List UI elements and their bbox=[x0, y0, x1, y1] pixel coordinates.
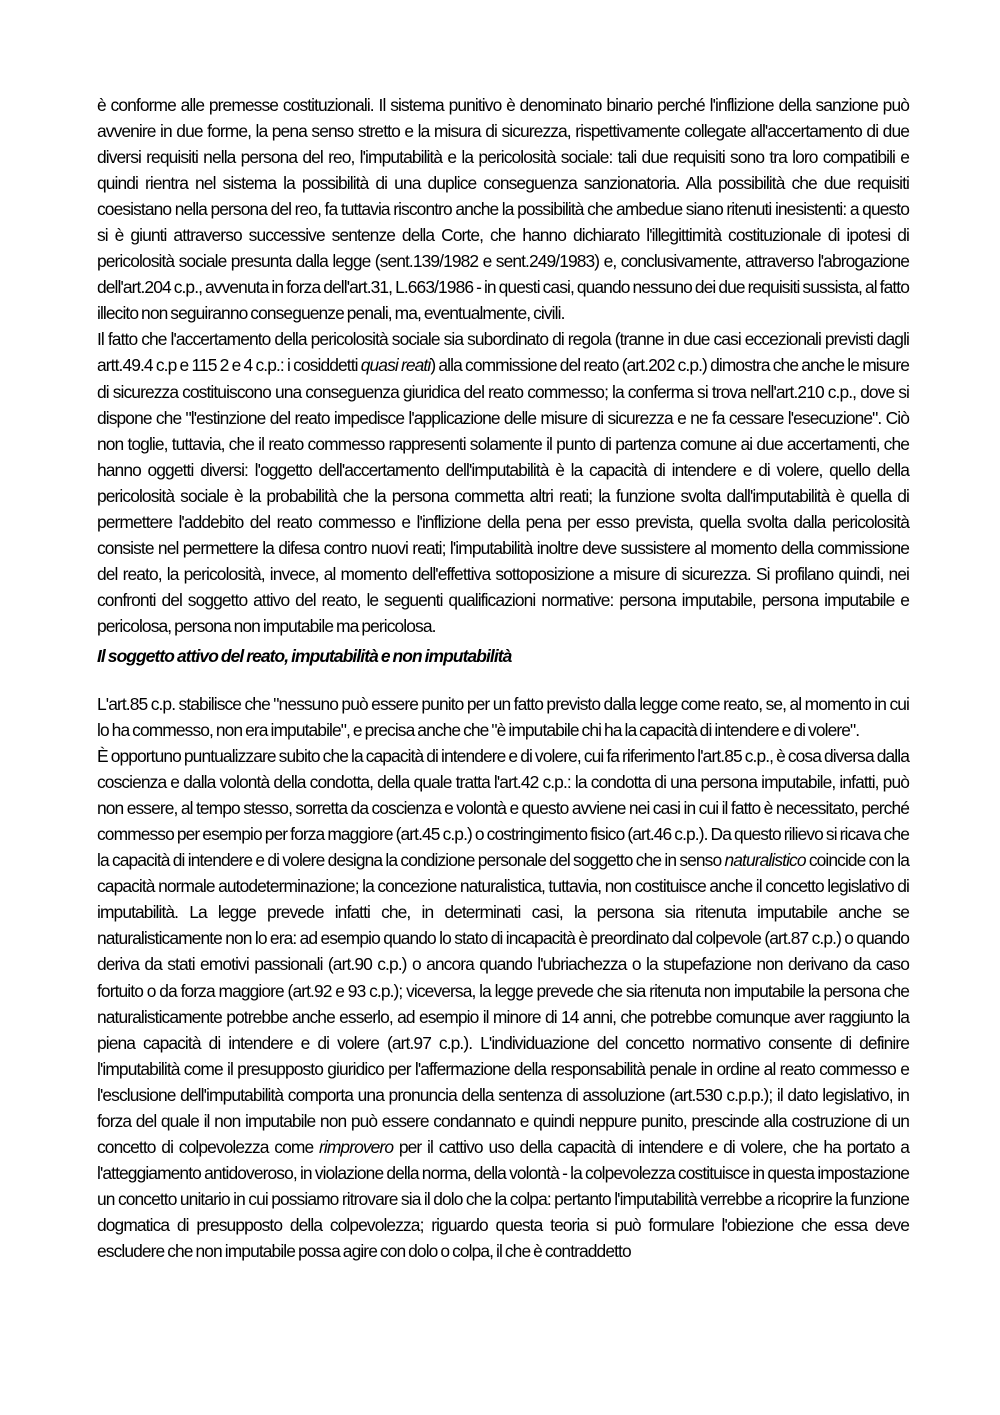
paragraph-text: per il cattivo uso della capacità di intendere e di volere, che ha portato a l'atteggiamento antidoveroso, in violazione della norma, della volontà - la colpevolezza costituisce in questa impostazione un concetto unitario in cui possiamo ritrovare sia il dolo che la colpa: pertanto l'imputabilità verrebbe a ricoprire la funzione dogmatica di presupposto della colpevolezza; riguardo questa teoria si può formulare l'obiezione che essa deve escludere che non imputabile possa agire con dolo o colpa, il che è contraddetto bbox=[97, 1136, 909, 1261]
paragraph-text: coincide con la capacità normale autodeterminazione; la concezione naturalistica, tuttavia, non costituisce anche il concetto legislativo di imputabilità. La legge prevede infatti che, in determinati casi, la persona sia ritenuta imputabile anche se naturalisticamente non lo era: ad esempio quando lo stato di incapacità è preordinato dal colpevole (art.87 c.p.) o quando deriva da stati emotivi passionali (art.90 c.p.) o ancora quando l'ubriachezza o la stupefazione non derivano da caso fortuito o da forza maggiore (art.92 e 93 c.p.); viceversa, la legge prevede che sia ritenuta non imputabile la persona che naturalisticamente potrebbe anche esserlo, ad esempio il minore di 14 anni, che potrebbe comunque aver raggiunto la piena capacità di intendere e di volere (art.97 c.p.). L'individuazione del concetto normativo consente di definire l'imputabilità come il presupposto giuridico per l'affermazione della responsabilità penale in ordine al reato commesso e l'esclusione dell'imputabilità comporta una pronuncia della sentenza di assoluzione (art.530 c.p.p.); il dato legislativo, in forza del quale il non imputabile non può essere condannato e quindi neppure punito, prescinde alla costruzione di un concetto di colpevolezza come bbox=[97, 850, 909, 1157]
italic-term-rimprovero: rimprovero bbox=[318, 1136, 394, 1157]
document-page bbox=[97, 92, 909, 1264]
italic-term-quasi-reati: quasi reati bbox=[360, 355, 431, 376]
paragraph-text: Il fatto che l'accertamento della pericolosità sociale sia subordinato di regola (tranne in due casi eccezionali previsti dagli artt.49.4 c.p e 115 2 e 4 c.p.: i cosiddetti bbox=[97, 329, 909, 376]
paragraph-art85: L'art.85 c.p. stabilisce che "nessuno può essere punito per un fatto previsto dalla legge come reato, se, al momento in cui lo ha commesso, non era imputabile", e precisa anche che "è imputabile chi ha la capacità di intendere e di volere". bbox=[97, 693, 909, 741]
paragraph-binary-system: è conforme alle premesse costituzionali. Il sistema punitivo è denominato binario perché l'inflizione della sanzione può avvenire in due forme, la pena senso stretto e la misura di sicurezza, rispettivamente collegate all'accertamento di due diversi requisiti nella persona del reo, l'imputabilità e la pericolosità sociale: tali due requisiti sono tra loro compatibili e quindi rientra nel sistema la possibilità di una duplice conseguenza sanzionatoria. Alla possibilità che due requisiti coesistano nella persona del reo, fa tuttavia riscontro anche la possibilità che ambedue siano ritenuti inesistenti: a questo si è giunti attraverso successive sentenze della Corte, che hanno dichiarato l'illegittimità costituzionale di ipotesi di pericolosità sociale presunta dalla legge (sent.139/1982 e sent.249/1983) e, conclusivamente, attraverso l'abrogazione dell'art.204 c.p., avvenuta in forza dell'art.31, L.663/1986 - in questi casi, quando nessuno dei due requisiti sussista, al fatto illecito non seguiranno conseguenze penali, ma, eventualmente, civili. bbox=[97, 95, 909, 324]
section-spacer bbox=[97, 669, 909, 691]
section-heading: Il soggetto attivo del reato, imputabilità e non imputabilità bbox=[97, 645, 512, 666]
paragraph-capacity bbox=[97, 743, 909, 1264]
paragraph-dangerousness bbox=[97, 326, 909, 639]
paragraph-text: È opportuno puntualizzare subito che la capacità di intendere e di volere, cui fa riferimento l'art.85 c.p., è cosa diversa dalla coscienza e dalla volontà della condotta, della quale tratta l'art.42 c.p.: la condotta di una persona imputabile, infatti, può non essere, al tempo stesso, sorretta da coscienza e volontà e questo avviene nei casi in cui il fatto è necessitato, perché commesso per esempio per forza maggiore (art.45 c.p.) o costringimento fisico (art.46 c.p.). Da questo rilievo si ricava che la capacità di intendere e di volere designa la condizione personale del soggetto che in senso bbox=[97, 746, 909, 871]
italic-term-naturalistico: naturalistico bbox=[724, 850, 806, 871]
paragraph-text: ) alla commissione del reato (art.202 c.p.) dimostra che anche le misure di sicurezza costituiscono una conseguenza giuridica del reato commesso; la conferma si trova nell'art.210 c.p., dove si dispone che "l'estinzione del reato impedisce l'applicazione delle misure di sicurezza e ne fa cessare l'esecuzione". Ciò non toglie, tuttavia, che il reato commesso rappresenti solamente il punto di partenza comune ai due accertamenti, che hanno oggetti diversi: l'oggetto dell'accertamento dell'imputabilità è la capacità di intendere e di volere, quello della pericolosità sociale è la probabilità che la persona commetta altri reati; la funzione svolta dall'imputabilità è quella di permettere l'addebito del reato commesso e l'inflizione della pena per esso prevista, quella svolta dalla pericolosità consiste nel permettere la difesa contro nuovi reati; l'imputabilità inoltre deve sussistere al momento della commissione del reato, la pericolosità, invece, al momento dell'effettiva sottoposizione a misure di sicurezza. Si profilano quindi, nei confronti del soggetto attivo del reato, le seguenti qualificazioni normative: persona imputabile, persona imputabile e pericolosa, persona non imputabile ma pericolosa. bbox=[97, 355, 909, 636]
